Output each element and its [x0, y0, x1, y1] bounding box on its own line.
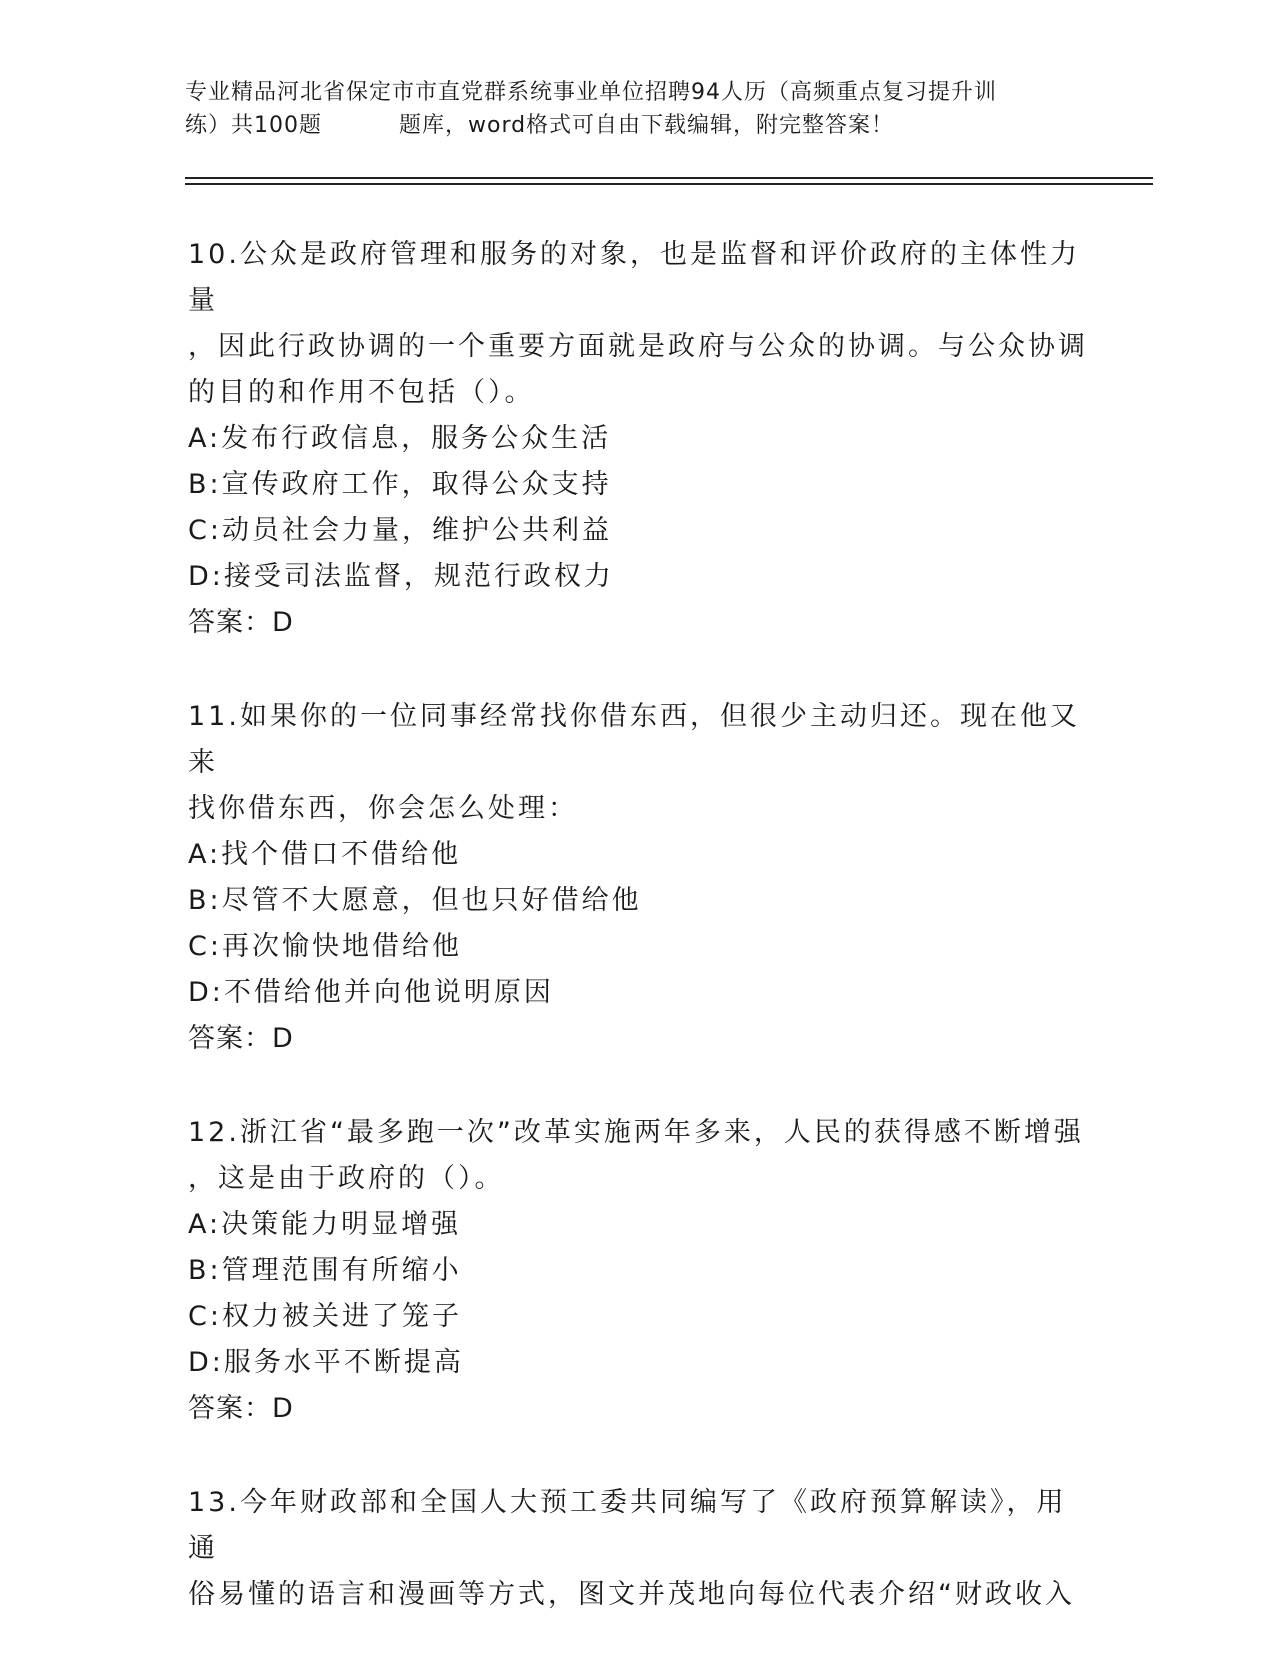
option-a: A:决策能力明显增强: [188, 1209, 462, 1240]
option-b: B:宣传政府工作，取得公众支持: [188, 469, 612, 500]
header-divider-bottom: [185, 183, 1153, 185]
question-line: 11.如果你的一位同事经常找你借东西，但很少主动归还。现在他又来: [188, 701, 1080, 778]
question-line: 13.今年财政部和全国人大预工委共同编写了《政府预算解读》，用通: [188, 1487, 1067, 1564]
option-a: A:发布行政信息，服务公众生活: [188, 423, 612, 454]
header-title-line-2: 练）共100题 题库，word格式可自由下载编辑，附完整答案！: [185, 113, 895, 138]
question-11: [188, 694, 1088, 1062]
option-d: D:服务水平不断提高: [188, 1347, 464, 1378]
document-header: [185, 76, 1075, 142]
question-line: 12.浙江省“最多跑一次”改革实施两年多来，人民的获得感不断增强: [188, 1117, 1084, 1148]
question-line: 找你借东西，你会怎么处理：: [188, 793, 578, 824]
question-line: 10.公众是政府管理和服务的对象，也是监督和评价政府的主体性力量: [188, 239, 1080, 316]
question-line: ，这是由于政府的（）。: [188, 1163, 505, 1194]
option-c: C:权力被关进了笼子: [188, 1301, 462, 1332]
header-divider-top: [185, 177, 1153, 179]
answer-line: 答案：D: [188, 1023, 294, 1054]
option-a: A:找个借口不借给他: [188, 839, 462, 870]
question-list: [188, 232, 1088, 1666]
question-13: [188, 1480, 1088, 1618]
option-d: D:接受司法监督，规范行政权力: [188, 561, 614, 592]
question-line: ，因此行政协调的一个重要方面就是政府与公众的协调。与公众协调: [188, 331, 1088, 362]
question-12: [188, 1110, 1088, 1432]
question-10: [188, 232, 1088, 646]
option-b: B:尽管不大愿意，但也只好借给他: [188, 885, 642, 916]
option-c: C:再次愉快地借给他: [188, 931, 462, 962]
option-b: B:管理范围有所缩小: [188, 1255, 462, 1286]
question-line: 俗易懂的语言和漫画等方式，图文并茂地向每位代表介绍“财政收入: [188, 1579, 1075, 1610]
question-line: 的目的和作用不包括（）。: [188, 377, 535, 408]
option-c: C:动员社会力量，维护公共利益: [188, 515, 612, 546]
header-title-line-1: 专业精品河北省保定市市直党群系统事业单位招聘94人历（高频重点复习提升训: [185, 80, 997, 105]
option-d: D:不借给他并向他说明原因: [188, 977, 554, 1008]
answer-line: 答案：D: [188, 607, 294, 638]
answer-line: 答案：D: [188, 1393, 294, 1424]
